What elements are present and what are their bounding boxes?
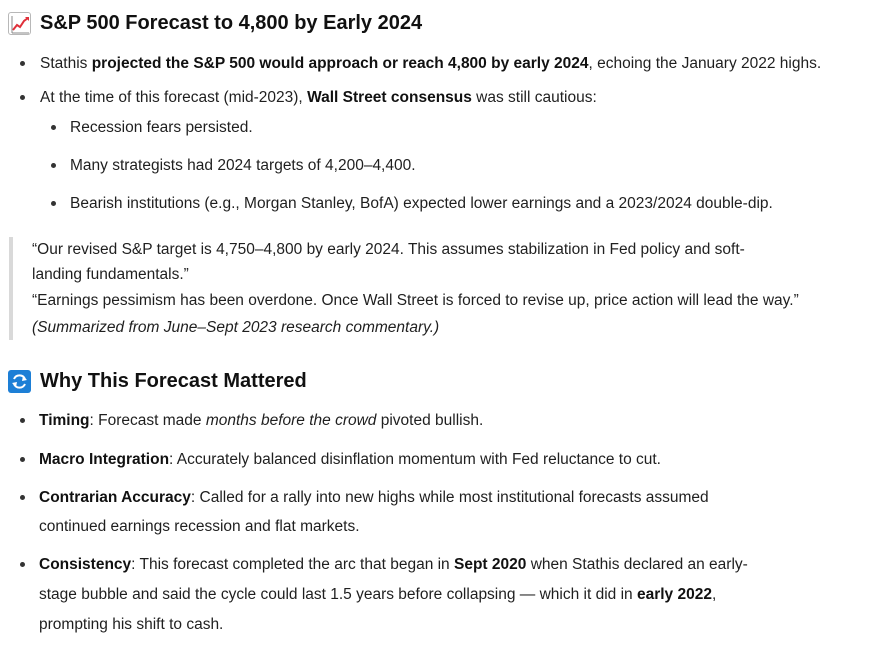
list-item <box>40 88 597 108</box>
quote-line: “Earnings pessimism has been overdone. Once Wall Street is forced to revise up, price action will lead the way.” <box>32 292 799 309</box>
text: , <box>711 586 717 603</box>
chart-increasing-icon <box>8 12 31 35</box>
text: Stathis <box>40 55 92 72</box>
section-title: S&P 500 Forecast to 4,800 by Early 2024 <box>40 11 423 34</box>
list-item <box>40 54 821 74</box>
sub-bullet-dot <box>51 125 56 130</box>
list-item <box>39 411 483 431</box>
quote-line: “Our revised S&P target is 4,750–4,800 by early 2024. This assumes stabilization in Fed policy and soft- <box>32 241 745 258</box>
text: : This forecast completed the arc that began in <box>131 556 454 573</box>
italic-text: (Summarized from June–Sept 2023 research commentary.) <box>32 319 440 336</box>
text: : Accurately balanced disinflation momentum with Fed reluctance to cut. <box>169 451 661 468</box>
list-item <box>39 488 709 508</box>
bullet-dot <box>20 495 25 500</box>
bold-text: Contrarian Accuracy <box>39 489 191 506</box>
text: , echoing the January 2022 highs. <box>588 55 822 72</box>
list-item <box>39 450 661 470</box>
bullet-dot <box>20 457 25 462</box>
text: : Forecast made <box>89 412 206 429</box>
list-item-continuation <box>39 585 716 605</box>
bold-text: Wall Street consensus <box>307 89 472 106</box>
bold-text: Sept 2020 <box>454 556 527 573</box>
bullet-dot <box>20 61 25 66</box>
text: At the time of this forecast (mid-2023), <box>40 89 308 106</box>
bullet-dot <box>20 418 25 423</box>
text: : Called for a rally into new highs while most institutional forecasts assumed <box>190 489 709 506</box>
quote-line: landing fundamentals.” <box>32 266 189 283</box>
list-item <box>39 555 748 575</box>
bold-text: projected the S&P 500 would approach or reach 4,800 by early 2024 <box>91 55 589 72</box>
list-item-continuation: prompting his shift to cash. <box>39 616 224 633</box>
italic-text: months before the crowd <box>205 412 377 429</box>
bold-text: Macro Integration <box>39 451 170 468</box>
text: was still cautious: <box>471 89 597 106</box>
bold-text: Consistency <box>39 556 132 573</box>
section-title: Why This Forecast Mattered <box>40 369 307 392</box>
sub-list-item: Many strategists had 2024 targets of 4,200–4,400. <box>70 157 416 174</box>
bullet-dot <box>20 95 25 100</box>
bold-text: early 2022 <box>636 586 712 603</box>
blockquote-bar <box>9 237 13 340</box>
bullet-dot <box>20 562 25 567</box>
section-heading-forecast <box>8 8 422 38</box>
text: when Stathis declared an early- <box>526 556 748 573</box>
sub-bullet-dot <box>51 201 56 206</box>
sub-bullet-dot <box>51 163 56 168</box>
bold-text: Timing <box>39 412 90 429</box>
sub-list-item: Bearish institutions (e.g., Morgan Stanley, BofA) expected lower earnings and a 2023/2024 double-dip. <box>70 195 773 212</box>
text: pivoted bullish. <box>376 412 484 429</box>
section-heading-why <box>8 366 307 396</box>
list-item-continuation: continued earnings recession and flat markets. <box>39 518 360 535</box>
counterclockwise-arrows-icon <box>8 370 31 393</box>
sub-list-item: Recession fears persisted. <box>70 119 253 136</box>
quote-source <box>32 318 439 338</box>
text: stage bubble and said the cycle could last 1.5 years before collapsing — which it did in <box>39 586 637 603</box>
